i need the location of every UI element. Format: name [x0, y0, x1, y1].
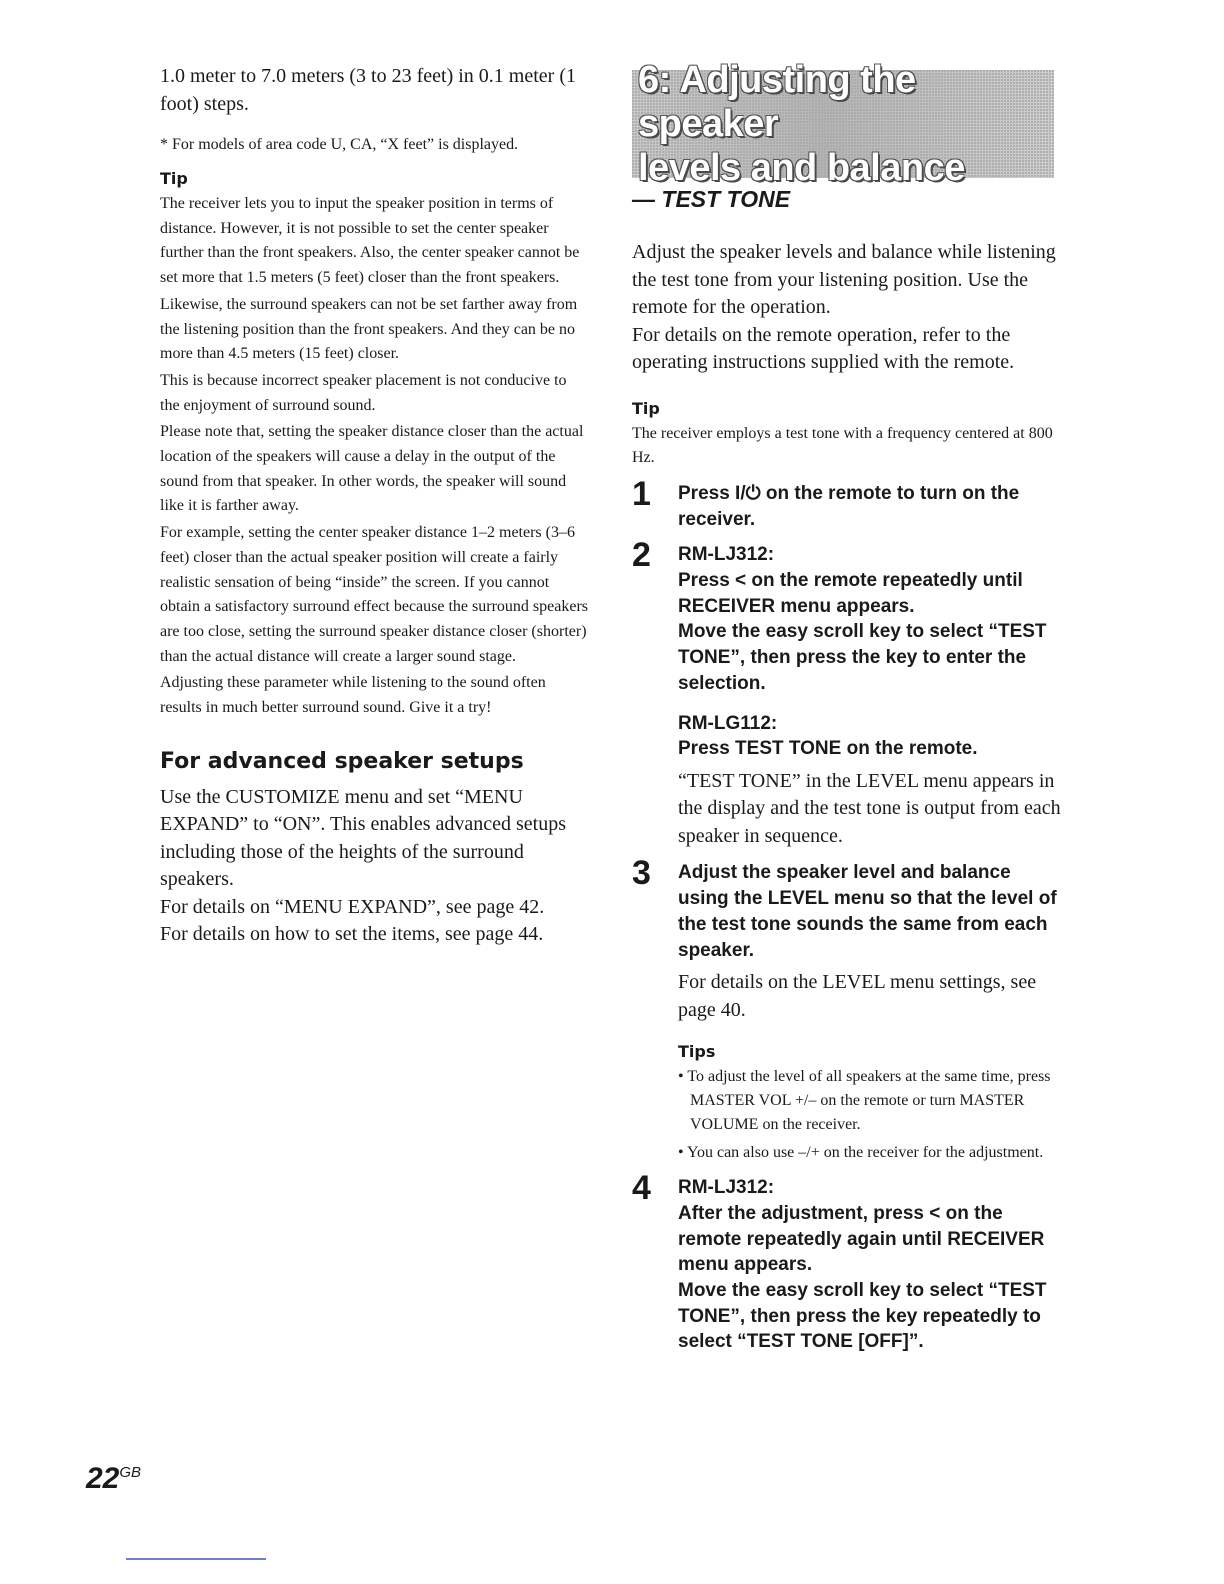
step-2 [632, 536, 1062, 850]
area-code-footnote: * For models of area code U, CA, “X feet” is displayed. [160, 136, 519, 153]
step-number: 4 [632, 1169, 651, 1208]
tip-paragraph: Likewise, the surround speakers can not be set farther away from the listening position than the front speakers. And they can be no more than 4.5 meters (15 feet) closer. [160, 295, 578, 363]
step-number: 3 [632, 854, 651, 893]
step-instruction: Adjust the speaker level and balance using the LEVEL menu so that the level of the test tone sounds the same from each speaker. [678, 862, 1057, 961]
remote-model-label: RM-LJ312: [678, 1177, 775, 1199]
advanced-setups-heading: For advanced speaker setups [160, 748, 524, 774]
tip-paragraph: This is because incorrect speaker placement is not conducive to the enjoyment of surround sound. [160, 371, 567, 414]
step-instruction: After the adjustment, press < on the remote repeatedly again until RECEIVER menu appears. [678, 1202, 1045, 1276]
tip-text: The receiver employs a test tone with a frequency centered at 800 Hz. [632, 424, 1053, 467]
footer-rule [126, 1558, 266, 1560]
step-1 [632, 474, 1062, 532]
step-description: For details on the LEVEL menu settings, see page 40. [678, 971, 1037, 1021]
tip-paragraph: For example, setting the center speaker distance 1–2 meters (3–6 feet) closer than the actual speaker position will create a fairly realistic sensation of being “inside” the screen. If you cannot obtain a satisfactory surround effect because the surround speakers are too close, setting the surround speaker distance closer (shorter) than the actual distance will create a larger sound stage. [160, 524, 588, 665]
tip-bullet: • You can also use –/+ on the receiver for the adjustment. [678, 1144, 1044, 1162]
step-instruction: Press TEST TONE on the remote. [678, 738, 978, 760]
remote-model-label: RM-LG112: [678, 712, 778, 734]
tip-paragraph: Adjusting these parameter while listening to the sound often results in much better surround sound. Give it a try! [160, 674, 546, 717]
distance-range-text: 1.0 meter to 7.0 meters (3 to 23 feet) in 0.1 meter (1 foot) steps. [160, 65, 576, 115]
tips-heading: Tips [678, 1042, 716, 1062]
section-title-line1: 6: Adjusting the speaker [638, 59, 916, 145]
step-number: 1 [632, 474, 651, 513]
items-reference: For details on how to set the items, see page 44. [160, 923, 544, 946]
tip-heading: Tip [160, 169, 188, 188]
tip-heading: Tip [632, 398, 660, 418]
tip-bullet: • To adjust the level of all speakers at the same time, press MASTER VOL +/– on the remote or turn MASTER VOLUME on the receiver. [678, 1068, 1051, 1134]
page-number-suffix: GB [119, 1464, 142, 1481]
remote-model-label: RM-LJ312: [678, 544, 775, 566]
step-number: 2 [632, 536, 651, 575]
step-instruction: Move the easy scroll key to select “TEST TONE”, then press the key repeatedly to select “TEST TONE [OFF]”. [678, 1280, 1047, 1353]
step-3 [632, 854, 1062, 1165]
tip-paragraph: The receiver lets you to input the speaker position in terms of distance. However, it is not possible to set the center speaker further than the front speakers. Also, the center speaker cannot be set more that 1.5 meters (5 feet) closer than the front speakers. [160, 195, 580, 287]
page-number-value: 22 [86, 1462, 120, 1495]
right-column [632, 59, 1062, 1355]
intro-text: Adjust the speaker levels and balance while listening the test tone from your listening position. Use the remote for the operation. [632, 241, 1056, 318]
advanced-setups-body: Use the CUSTOMIZE menu and set “MENU EXPAND” to “ON”. This enables advanced setups including those of the heights of the surround speakers. [160, 785, 567, 891]
left-column [160, 62, 590, 949]
section-subtitle: — TEST TONE [632, 186, 791, 212]
section-title-line2: levels and balance [638, 147, 965, 189]
menu-expand-reference: For details on “MENU EXPAND”, see page 42. [160, 895, 545, 918]
step-4 [632, 1169, 1062, 1355]
tip-paragraph: Please note that, setting the speaker distance closer than the actual location of the speakers will cause a delay in the output of the sound from that speaker. In other words, the speaker will sound like it is farther away. [160, 423, 584, 515]
section-title-banner [632, 59, 1054, 189]
page-number [86, 1462, 141, 1496]
intro-remote-reference: For details on the remote operation, refer to the operating instructions supplied with the remote. [632, 323, 1015, 373]
step-instruction: Press < on the remote repeatedly until RECEIVER menu appears. [678, 570, 1023, 617]
step-instruction: Move the easy scroll key to select “TEST TONE”, then press the key to enter the selection. [678, 621, 1047, 694]
step-description: “TEST TONE” in the LEVEL menu appears in the display and the test tone is output from each speaker in sequence. [678, 769, 1061, 847]
step-instruction: Press I/⏻ on the remote to turn on the receiver. [678, 482, 1020, 530]
